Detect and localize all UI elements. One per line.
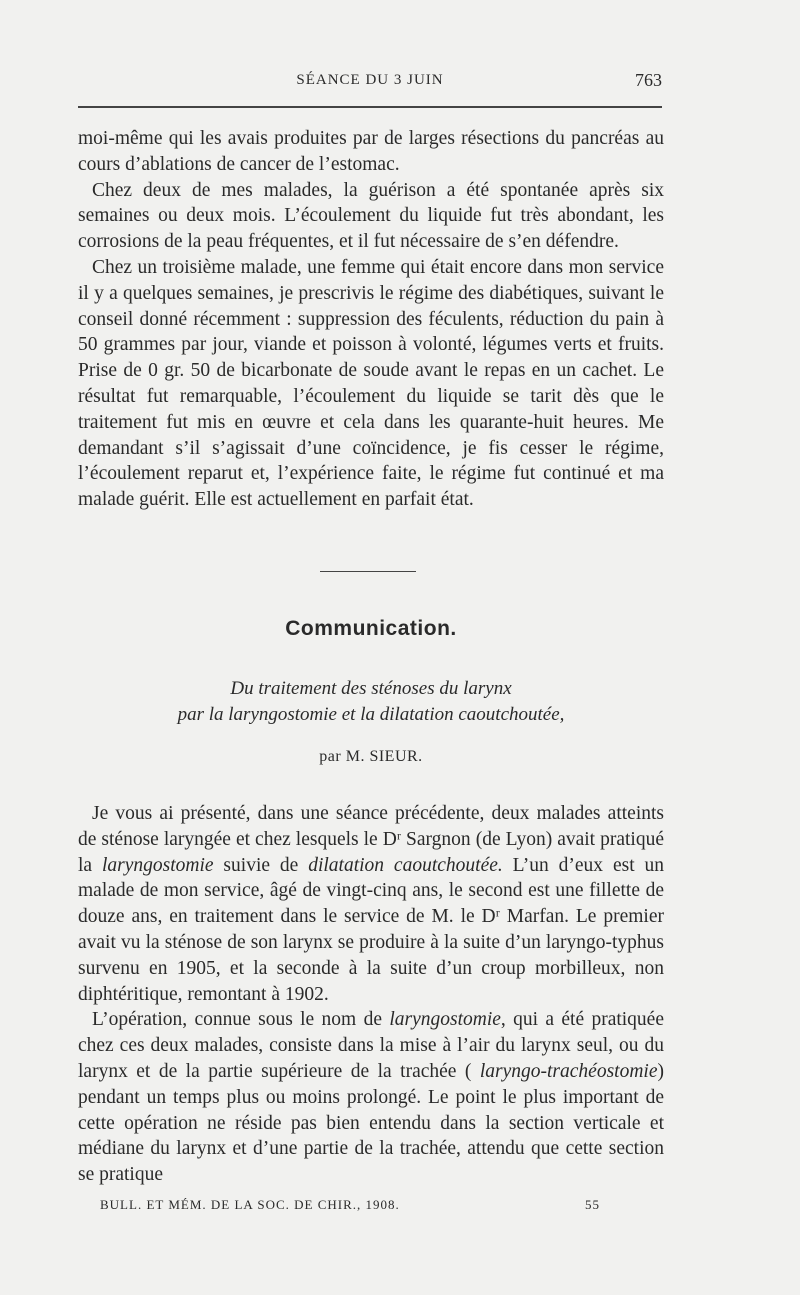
p5-text-c: ) pendant un temps plus ou moins prolongé. Le point le plus important de cette opération ne réside pas bien entendu dans la section verticale et médiane du larynx et d’une partie de la trachée, attendu que cette section se pratique bbox=[78, 1060, 664, 1186]
section-2 bbox=[78, 801, 664, 1188]
running-title: SÉANCE DU 3 JUIN bbox=[296, 72, 444, 88]
title-line-1: Du traitement des sténoses du larynx bbox=[230, 678, 512, 699]
author-line: par M. SIEUR. bbox=[319, 748, 423, 765]
page-footer bbox=[100, 1197, 600, 1213]
section-separator bbox=[320, 571, 416, 572]
p5-italic-1: laryngostomie bbox=[389, 1009, 501, 1031]
signature-number: 55 bbox=[585, 1197, 600, 1212]
paragraph-4 bbox=[78, 801, 664, 1007]
paragraph-3: Chez un troisième malade, une femme qui était encore dans mon service il y a quelques semaines, je prescrivis le régime des diabétiques, suivant le conseil donné récemment : suppression des féculents, réduction du pain à 50 grammes par jour, viande et poisson à volonté, légumes verts et fruits. Prise de 0 gr. 50 de bicarbonate de soude avant le repas en un cachet. Le résultat fut remarquable, l’écoulement du liquide se tarit dès que le traitement fut mis en œuvre et cela dans les quarante-huit heures. Me demandant s’il s’agissait d’une coïncidence, je fis cesser le régime, l’écoulement reparut et, l’expérience faite, le régime fut continué et ma malade guérit. Elle est actuellement en parfait état. bbox=[78, 256, 664, 511]
journal-citation: BULL. ET MÉM. DE LA SOC. DE CHIR., 1908. bbox=[100, 1197, 400, 1212]
paragraph-2: Chez deux de mes malades, la guérison a été spontanée après six semaines ou deux mois. L’écoulement du liquide fut très abondant, les corrosions de la peau fréquentes, et il fut nécessaire de s’en défendre. bbox=[78, 179, 664, 253]
p4-italic-2: dilatation caoutchoutée. bbox=[308, 854, 503, 876]
running-header bbox=[78, 72, 662, 98]
communication-title bbox=[78, 676, 664, 728]
p4-text-a: Je vous ai présenté, dans une séance précédente, deux malades atteints de sténose laryngée et chez lesquels le Dʳ Sargnon (de Lyon) avait pratiqué la bbox=[78, 803, 664, 876]
header-rule bbox=[78, 106, 662, 108]
section-1 bbox=[78, 126, 664, 513]
title-line-2: par la laryngostomie et la dilatation caoutchoutée, bbox=[177, 704, 565, 725]
paragraph-1: moi-même qui les avais produites par de larges résections du pancréas au cours d’ablations de cancer de l’estomac. bbox=[78, 128, 664, 175]
communication-heading: Communication. bbox=[285, 617, 457, 640]
p5-text-b: , qui a été pratiquée chez ces deux malades, consiste dans la mise à l’air du larynx seul, ou du larynx et de la partie supérieure de la trachée ( bbox=[78, 1009, 664, 1082]
p4-text-b: suivie de bbox=[213, 854, 309, 876]
p5-italic-2: laryngo-trachéostomie bbox=[479, 1060, 658, 1082]
p5-text-a: L’opération, connue sous le nom de bbox=[92, 1009, 390, 1031]
p4-text-c: L’un d’eux est un malade de mon service, âgé de vingt-cinq ans, le second est une fillette de douze ans, en traitement dans le service de M. le Dʳ Marfan. Le premier avait vu la sténose de son larynx se produire à la suite d’un laryngo-typhus survenu en 1905, et la seconde à la suite d’un croup morbilleux, non diphtéritique, remontant à 1902. bbox=[78, 854, 664, 1005]
paragraph-5 bbox=[78, 1007, 664, 1188]
p4-italic-1: laryngostomie bbox=[101, 854, 214, 876]
page-number: 763 bbox=[635, 70, 662, 90]
